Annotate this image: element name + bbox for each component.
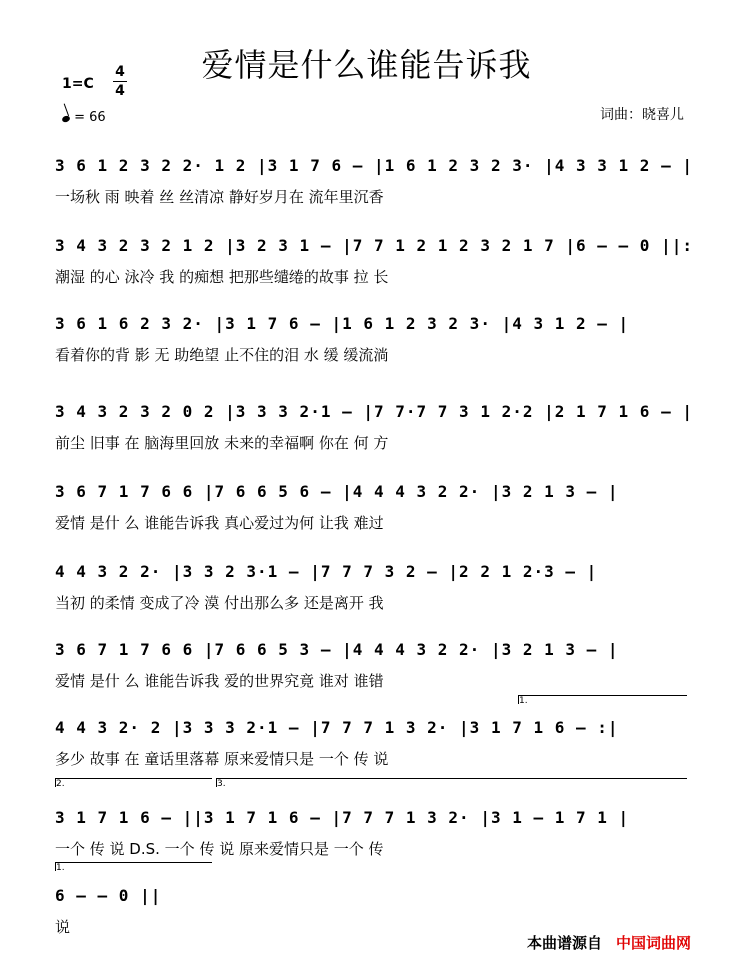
system-4: [0, 402, 733, 458]
volta-bracket: 2.: [55, 778, 212, 787]
notation-line: 3 6 1 6 2 3 2· |3 1 7 6 – |1 6 1 2 3 2 3· |4 3 1 2 – |: [55, 314, 630, 333]
time-signature: [113, 64, 127, 99]
lyric-line: 多少 故事 在 童话里落幕 原来爱情只是 一个 传 说: [55, 750, 389, 768]
system-1: [0, 156, 733, 212]
notation-line: 3 4 3 2 3 2 1 2 |3 2 3 1 – |7 7 1 2 1 2 3 2 1 7 |6 – – 0 ||:: [55, 236, 693, 255]
tempo-value: = 66: [74, 110, 106, 125]
time-signature-top: 4: [115, 64, 125, 80]
lyric-line: 前尘 旧事 在 脑海里回放 未来的幸福啊 你在 何 方: [55, 434, 389, 452]
time-signature-bottom: 4: [115, 83, 125, 99]
credit: 词曲：晓喜儿: [600, 107, 684, 123]
footer-source-label: 本曲谱源自: [527, 934, 603, 952]
system-3: [0, 314, 733, 370]
system-9: [0, 808, 733, 864]
lyric-line: 潮湿 的心 泳冷 我 的痴想 把那些缱绻的故事 拉 长: [55, 268, 389, 286]
lyric-line: 看着你的背 影 无 助绝望 止不住的泪 水 缓 缓流淌: [55, 346, 389, 364]
notation-line: 3 4 3 2 3 2 0 2 |3 3 3 2·1 – |7 7·7 7 3 1 2·2 |2 1 7 1 6 – |: [55, 402, 693, 421]
notation-line: 4 4 3 2 2· |3 3 2 3·1 – |7 7 7 3 2 – |2 2 1 2·3 – |: [55, 562, 598, 581]
tempo-marking: [62, 110, 106, 125]
notation-line: 3 6 7 1 7 6 6 |7 6 6 5 3 – |4 4 4 3 2 2· |3 2 1 3 – |: [55, 640, 619, 659]
notation-line: 6 – – 0 ||: [55, 886, 162, 905]
lyric-line: 一场秋 雨 映着 丝 丝清凉 静好岁月在 流年里沉香: [55, 188, 384, 206]
source-footer: [527, 932, 691, 953]
notation-line: 3 6 1 2 3 2 2· 1 2 |3 1 7 6 – |1 6 1 2 3 2 3· |4 3 3 1 2 – |: [55, 156, 693, 175]
key-signature: 1=C: [62, 76, 94, 92]
lyric-line: 爱情 是什 么 谁能告诉我 爱的世界究竟 谁对 谁错: [55, 672, 384, 690]
notation-line: 4 4 3 2· 2 |3 3 3 2·1 – |7 7 7 1 3 2· |3 1 7 1 6 – :|: [55, 718, 619, 737]
quarter-note-icon: [61, 115, 71, 123]
volta-bracket: 1.: [518, 695, 687, 704]
system-5: [0, 482, 733, 538]
system-8: [0, 718, 733, 774]
volta-bracket: 1.: [55, 862, 212, 871]
system-7: [0, 640, 733, 696]
system-6: [0, 562, 733, 618]
notation-line: 3 6 7 1 7 6 6 |7 6 6 5 6 – |4 4 4 3 2 2· |3 2 1 3 – |: [55, 482, 619, 501]
song-title: 爱情是什么谁能告诉我: [201, 46, 532, 84]
volta-bracket: 3.: [216, 778, 687, 787]
system-2: [0, 236, 733, 292]
lyric-line: 说: [55, 918, 71, 936]
lyric-line: 当初 的柔情 变成了冷 漠 付出那么多 还是离开 我: [55, 594, 384, 612]
notation-line: 3 1 7 1 6 – ||3 1 7 1 6 – |7 7 7 1 3 2· |3 1 – 1 7 1 |: [55, 808, 630, 827]
lyric-line: 爱情 是什 么 谁能告诉我 真心爱过为何 让我 难过: [55, 514, 384, 532]
footer-site-name[interactable]: 中国词曲网: [616, 934, 692, 952]
lyric-line: 一个 传 说 D.S. 一个 传 说 原来爱情只是 一个 传: [55, 840, 384, 858]
